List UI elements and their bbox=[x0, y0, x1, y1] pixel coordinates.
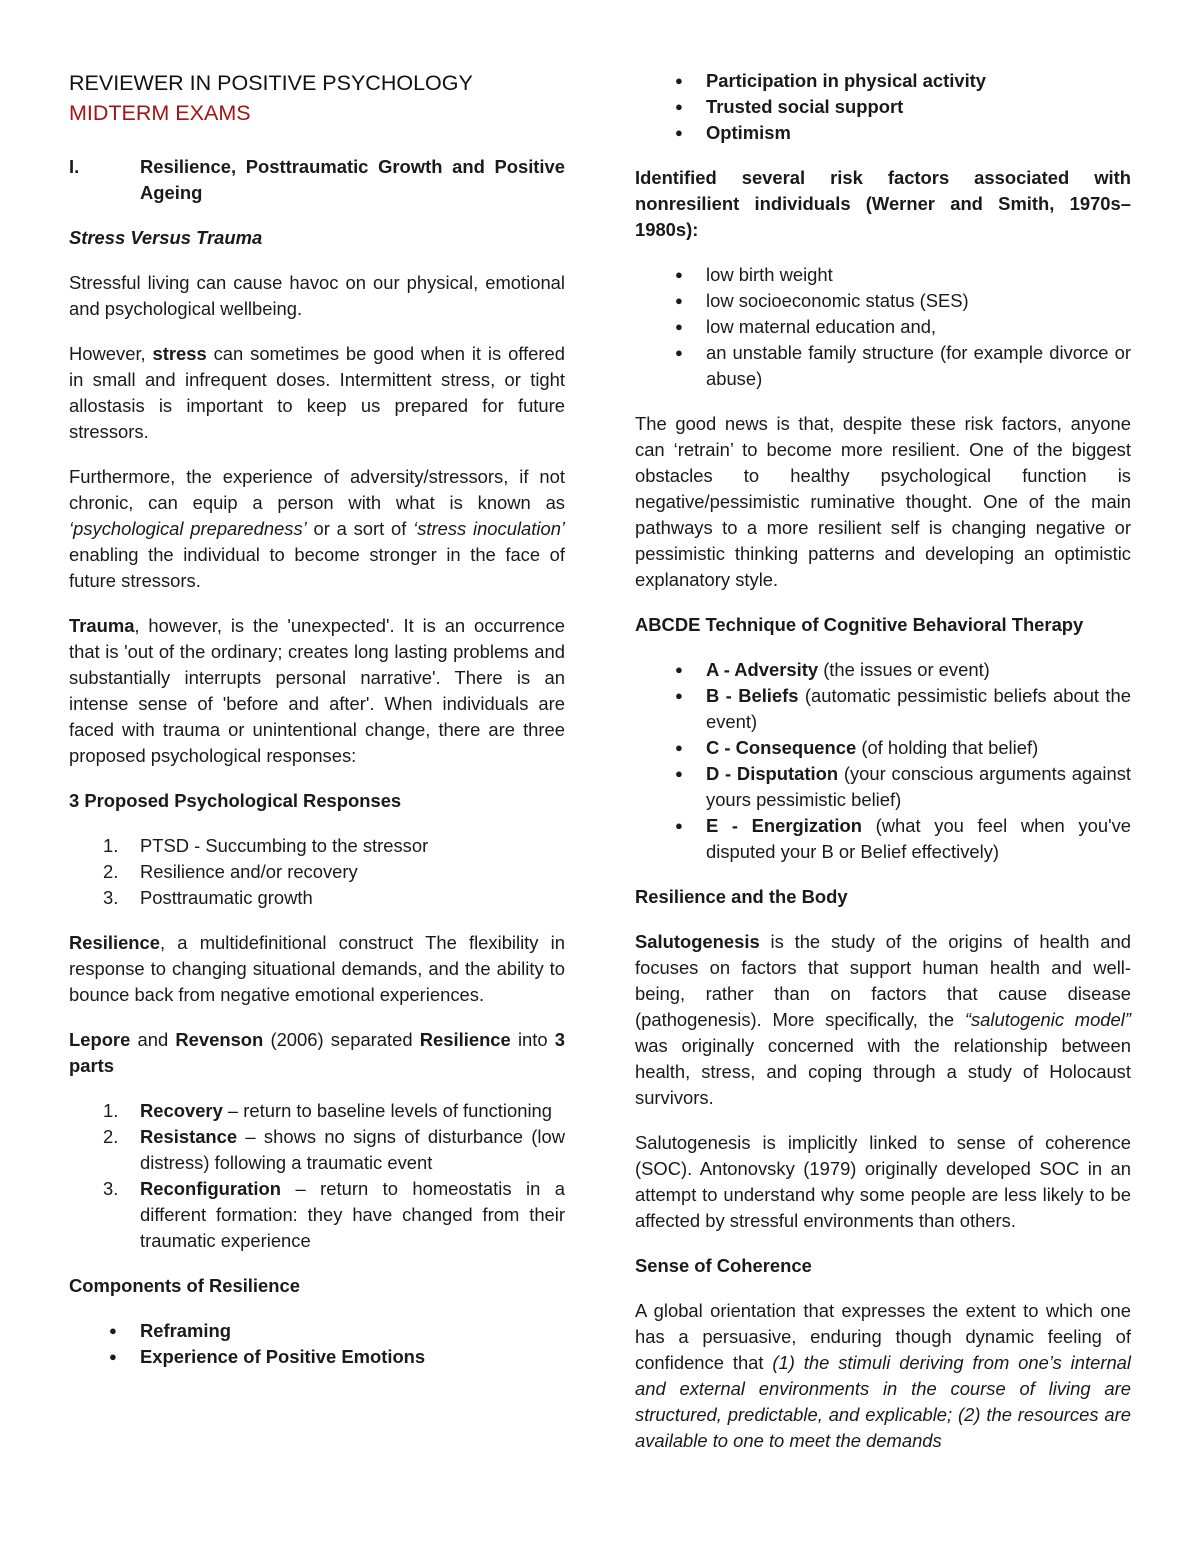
right-column bbox=[635, 68, 1131, 1473]
text-bold: Trauma bbox=[69, 615, 135, 636]
text-bold: Resilience bbox=[419, 1029, 511, 1050]
text-italic: ‘stress inoculation’ bbox=[413, 518, 566, 539]
text-bold: Reconfiguration bbox=[140, 1178, 281, 1199]
list-text bbox=[706, 735, 1131, 761]
list-item bbox=[103, 833, 565, 859]
text-run: can sometimes be good when it is offered in small and infrequent doses. Intermittent stress, or tight allostasis is important to keep us prepared for future stressors. bbox=[69, 343, 565, 442]
list-item bbox=[675, 262, 1131, 288]
list-number: 2. bbox=[103, 861, 119, 882]
list-text: Experience of Positive Emotions bbox=[140, 1346, 426, 1367]
text-bold: 3 parts bbox=[69, 1029, 566, 1076]
text-run: was originally concerned with the relationship between health, stress, and coping through a study of Holocaust survivors. bbox=[635, 1035, 1131, 1108]
text-bold: Resilience bbox=[69, 932, 160, 953]
soc-intro-paragraph: Salutogenesis is implicitly linked to sense of coherence (SOC). Antonovsky (1979) originally developed SOC in an attempt to understand why some people are less likely to be affected by stressful environments than others. bbox=[635, 1132, 1131, 1231]
abcde-heading: ABCDE Technique of Cognitive Behavioral Therapy bbox=[635, 614, 1084, 635]
list-number: 3. bbox=[103, 887, 119, 908]
list-item bbox=[675, 288, 1131, 314]
stress-paragraph-1: Stressful living can cause havoc on our physical, emotional and psychological wellbeing. bbox=[69, 272, 565, 319]
list-item bbox=[103, 1098, 565, 1124]
text-run: enabling the individual to become stronger in the face of future stressors. bbox=[69, 544, 565, 591]
left-column bbox=[69, 68, 565, 1389]
text-bold: Lepore bbox=[69, 1029, 131, 1050]
list-item bbox=[675, 761, 1131, 813]
text-run: – return to homeostatis in a different formation: they have changed from their traumatic experience bbox=[140, 1178, 565, 1251]
section-title: Resilience, Posttraumatic Growth and Positive Ageing bbox=[140, 156, 565, 203]
list-number: 1. bbox=[103, 1100, 119, 1121]
text-run: (automatic pessimistic beliefs about the event) bbox=[706, 685, 1131, 732]
list-item bbox=[675, 120, 1131, 146]
list-text: Participation in physical activity bbox=[706, 70, 987, 91]
stress-heading: Stress Versus Trauma bbox=[69, 227, 263, 248]
list-number: 2. bbox=[103, 1126, 119, 1147]
text-bold: Revenson bbox=[175, 1029, 264, 1050]
list-text bbox=[706, 657, 1131, 683]
list-item bbox=[109, 1318, 565, 1344]
soc-paragraph bbox=[635, 1298, 1131, 1454]
text-bold: stress bbox=[152, 343, 207, 364]
list-text bbox=[706, 683, 1131, 735]
list-text bbox=[706, 813, 1131, 865]
bullet-icon: ● bbox=[109, 1349, 117, 1364]
text-bold: B - Beliefs bbox=[706, 685, 799, 706]
bullet-icon: ● bbox=[675, 73, 683, 88]
text-run: (the issues or event) bbox=[818, 659, 990, 680]
responses-list bbox=[103, 833, 565, 911]
list-item bbox=[675, 657, 1131, 683]
list-item bbox=[675, 68, 1131, 94]
bullet-icon: ● bbox=[675, 293, 683, 308]
text-run: A global orientation that expresses the extent to which one has a persuasive, enduring though dynamic feeling of confidence that bbox=[635, 1300, 1131, 1373]
text-bold: Resistance bbox=[140, 1126, 238, 1147]
text-run: (2006) separated bbox=[263, 1029, 420, 1050]
list-item bbox=[103, 859, 565, 885]
bullet-icon: ● bbox=[675, 818, 683, 833]
list-item bbox=[675, 683, 1131, 735]
text-run: – shows no signs of disturbance (low distress) following a traumatic event bbox=[140, 1126, 565, 1173]
document-subtitle: MIDTERM EXAMS bbox=[69, 101, 251, 125]
list-item bbox=[103, 885, 565, 911]
bullet-icon: ● bbox=[675, 345, 683, 360]
text-run: into bbox=[510, 1029, 555, 1050]
text-italic: (1) the stimuli deriving from one’s internal and external environments in the course of living are structured, predictable, and explicable; (2) the resources are available to one to meet the demands bbox=[635, 1352, 1131, 1451]
document-title: REVIEWER IN POSITIVE PSYCHOLOGY bbox=[69, 71, 473, 95]
text-run: , however, is the 'unexpected'. It is an occurrence that is 'out of the ordinary; creates long lasting problems and substantially interrupts personal narrative'. There is an intense sense of 'before and after'. When individuals are faced with trauma or unintentional change, there are three proposed psychological responses: bbox=[69, 615, 565, 766]
bullet-icon: ● bbox=[675, 688, 683, 703]
list-item bbox=[675, 340, 1131, 392]
text-italic: “salutogenic model” bbox=[964, 1009, 1131, 1030]
body-heading: Resilience and the Body bbox=[635, 886, 848, 907]
salutogenesis-paragraph bbox=[635, 929, 1131, 1111]
list-item bbox=[675, 94, 1131, 120]
resilience-paragraph bbox=[69, 930, 565, 1008]
list-text: Reframing bbox=[140, 1320, 231, 1341]
list-text: Posttraumatic growth bbox=[140, 887, 313, 908]
lepore-paragraph bbox=[69, 1027, 565, 1079]
list-text bbox=[140, 1124, 565, 1176]
list-item bbox=[675, 735, 1131, 761]
risk-heading: Identified several risk factors associated with nonresilient individuals (Werner and Smith, 1970s–1980s): bbox=[635, 167, 1131, 240]
stress-paragraph-2 bbox=[69, 341, 565, 445]
list-text: low maternal education and, bbox=[706, 316, 937, 337]
bullet-icon: ● bbox=[675, 740, 683, 755]
risk-factors-list bbox=[675, 262, 1131, 392]
list-text: low birth weight bbox=[706, 264, 833, 285]
soc-heading: Sense of Coherence bbox=[635, 1255, 812, 1276]
components-heading: Components of Resilience bbox=[69, 1275, 300, 1296]
components-list-left bbox=[109, 1318, 565, 1370]
list-item bbox=[109, 1344, 565, 1370]
text-run: and bbox=[130, 1029, 176, 1050]
text-bold: C - Consequence bbox=[706, 737, 857, 758]
bullet-icon: ● bbox=[109, 1323, 117, 1338]
text-bold: Salutogenesis bbox=[635, 931, 760, 952]
list-item bbox=[675, 813, 1131, 865]
text-bold: A - Adversity bbox=[706, 659, 819, 680]
list-number: 3. bbox=[103, 1178, 119, 1199]
bullet-icon: ● bbox=[675, 766, 683, 781]
text-italic: ‘psychological preparedness’ bbox=[69, 518, 307, 539]
section-heading bbox=[69, 154, 565, 206]
list-text: Optimism bbox=[706, 122, 791, 143]
responses-heading: 3 Proposed Psychological Responses bbox=[69, 790, 402, 811]
list-number: 1. bbox=[103, 835, 119, 856]
list-text: Resilience and/or recovery bbox=[140, 861, 358, 882]
resilience-parts-list bbox=[103, 1098, 565, 1254]
list-item bbox=[103, 1124, 565, 1176]
bullet-icon: ● bbox=[675, 267, 683, 282]
text-run: (of holding that belief) bbox=[856, 737, 1039, 758]
text-run: (what you feel when you've disputed your B or Belief effectively) bbox=[706, 815, 1131, 862]
bullet-icon: ● bbox=[675, 662, 683, 677]
text-run: , a multidefinitional construct The flexibility in response to changing situational demands, and the ability to bounce back from negative emotional experiences. bbox=[69, 932, 565, 1005]
text-bold: E - Energization bbox=[706, 815, 863, 836]
good-news-paragraph: The good news is that, despite these risk factors, anyone can ‘retrain’ to become more resilient. One of the biggest obstacles to healthy psychological function is negative/pessimistic ruminative thought. One of the main pathways to a more resilient self is changing negative or pessimistic thinking patterns and developing an optimistic explanatory style. bbox=[635, 413, 1131, 590]
text-run: Furthermore, the experience of adversity/stressors, if not chronic, can equip a person with what is known as bbox=[69, 466, 565, 513]
section-number: I. bbox=[69, 156, 80, 177]
bullet-icon: ● bbox=[675, 319, 683, 334]
stress-paragraph-3 bbox=[69, 464, 565, 594]
list-item bbox=[103, 1176, 565, 1254]
list-text bbox=[140, 1098, 565, 1124]
list-text: low socioeconomic status (SES) bbox=[706, 290, 969, 311]
abcde-list bbox=[675, 657, 1131, 865]
text-run: – return to baseline levels of functioning bbox=[222, 1100, 553, 1121]
bullet-icon: ● bbox=[675, 125, 683, 140]
bullet-icon: ● bbox=[675, 99, 683, 114]
list-text: an unstable family structure (for example divorce or abuse) bbox=[706, 342, 1131, 389]
text-run: or a sort of bbox=[306, 518, 414, 539]
text-bold: Recovery bbox=[140, 1100, 223, 1121]
text-bold: D - Disputation bbox=[706, 763, 839, 784]
list-text: PTSD - Succumbing to the stressor bbox=[140, 835, 429, 856]
text-run: However, bbox=[69, 343, 153, 364]
list-text bbox=[140, 1176, 565, 1254]
trauma-paragraph bbox=[69, 613, 565, 769]
list-item bbox=[675, 314, 1131, 340]
text-run: is the study of the origins of health and focuses on factors that support human health and well-being, rather than on factors that cause disease (pathogenesis). More specifically, the bbox=[635, 931, 1131, 1030]
list-text bbox=[706, 761, 1131, 813]
list-text: Trusted social support bbox=[706, 96, 904, 117]
text-run: (your conscious arguments against yours pessimistic belief) bbox=[706, 763, 1132, 810]
components-list-right bbox=[675, 68, 1131, 146]
